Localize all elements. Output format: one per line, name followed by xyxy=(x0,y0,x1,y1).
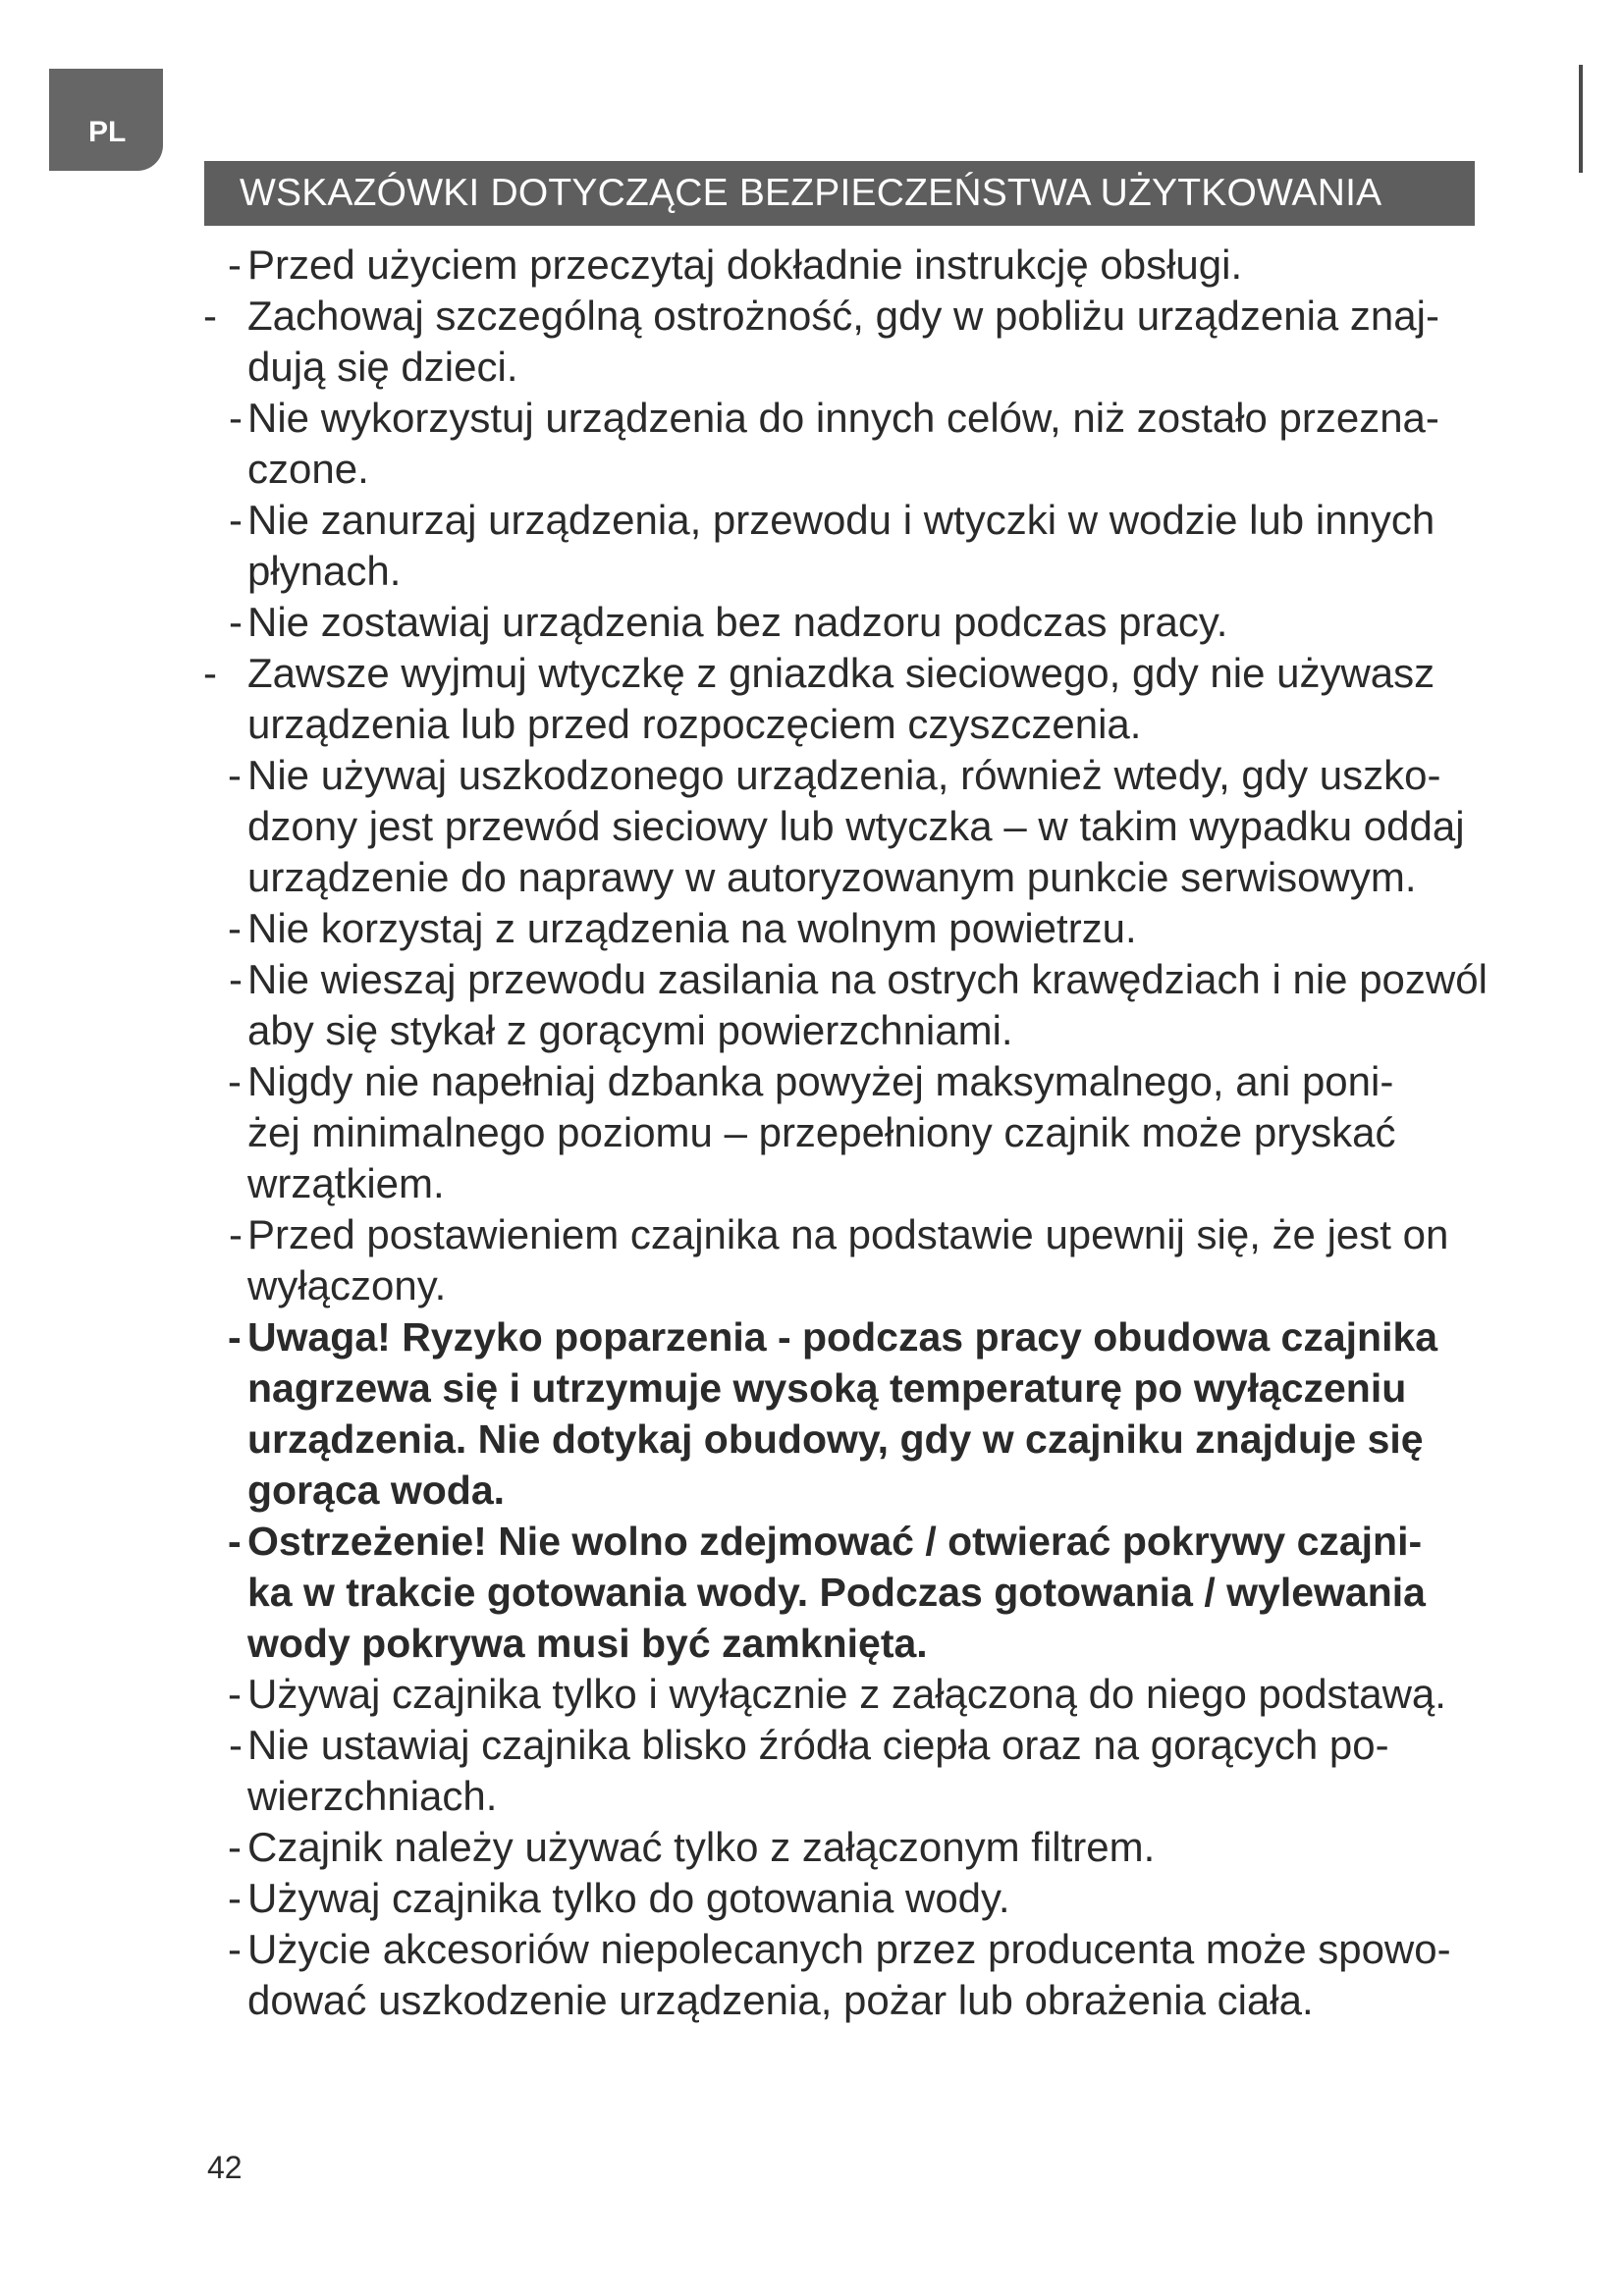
bullet-dash: - xyxy=(228,1314,242,1360)
item-line: żej minimalnego poziomu – przepełniony czajnik może pryskać xyxy=(247,1109,1396,1155)
bullet-dash: - xyxy=(228,752,242,798)
item-line: Przed postawieniem czajnika na podstawie upewnij się, że jest on xyxy=(247,1211,1449,1257)
item-line: wyłączony. xyxy=(247,1262,447,1308)
list-item xyxy=(196,1669,1532,1720)
item-line: Użycie akcesoriów niepolecanych przez producenta może spowo- xyxy=(247,1926,1451,1972)
list-item xyxy=(196,1924,1532,2026)
item-line: Ostrzeżenie! Nie wolno zdejmować / otwierać pokrywy czajni- xyxy=(247,1519,1423,1564)
corner-mark xyxy=(1579,65,1583,173)
page-number: 42 xyxy=(207,2150,243,2185)
bullet-dash: - xyxy=(228,241,242,288)
item-line: Zachowaj szczególną ostrożność, gdy w pobliżu urządzenia znaj- xyxy=(247,293,1439,339)
bullet-dash: - xyxy=(203,650,217,696)
bullet-dash: - xyxy=(228,1058,242,1104)
item-line: urządzenia. Nie dotykaj obudowy, gdy w czajniku znajduje się xyxy=(247,1416,1424,1462)
bullet-dash: - xyxy=(229,395,243,441)
list-item xyxy=(196,1822,1532,1873)
item-line: Nie wykorzystuj urządzenia do innych celów, niż zostało przezna- xyxy=(247,395,1439,441)
item-line: Czajnik należy używać tylko z załączonym filtrem. xyxy=(247,1824,1156,1870)
bullet-dash: - xyxy=(228,1671,242,1717)
item-line: dują się dzieci. xyxy=(247,344,518,390)
bullet-dash: - xyxy=(203,293,217,339)
item-line: wierzchniach. xyxy=(247,1773,498,1819)
warning-item xyxy=(196,1311,1532,1516)
list-item xyxy=(196,648,1532,750)
list-item xyxy=(196,1873,1532,1924)
list-item xyxy=(196,903,1532,954)
bullet-dash: - xyxy=(228,905,242,951)
bullet-dash: - xyxy=(228,1926,242,1972)
list-item xyxy=(196,750,1532,903)
item-line: urządzenie do naprawy w autoryzowanym punkcie serwisowym. xyxy=(247,854,1417,900)
item-line: Używaj czajnika tylko do gotowania wody. xyxy=(247,1875,1010,1921)
item-line: wrzątkiem. xyxy=(247,1160,445,1206)
item-line: Uwaga! Ryzyko poparzenia - podczas pracy obudowa czajnika xyxy=(247,1314,1438,1360)
item-line: Zawsze wyjmuj wtyczkę z gniazdka sieciowego, gdy nie używasz xyxy=(247,650,1435,696)
language-tab: PL xyxy=(49,69,163,171)
item-line: Nie wieszaj przewodu zasilania na ostrych krawędziach i nie pozwól xyxy=(247,956,1488,1002)
item-line: Nie ustawiaj czajnika blisko źródła ciepła oraz na gorących po- xyxy=(247,1722,1389,1768)
item-line: aby się stykał z gorącymi powierzchniami. xyxy=(247,1007,1013,1053)
section-header: WSKAZÓWKI DOTYCZĄCE BEZPIECZEŃSTWA UŻYTKOWANIA xyxy=(204,161,1475,226)
item-line: Nie używaj uszkodzonego urządzenia, również wtedy, gdy uszko- xyxy=(247,752,1441,798)
item-line: Nie zanurzaj urządzenia, przewodu i wtyczki w wodzie lub innych xyxy=(247,497,1435,543)
bullet-dash: - xyxy=(228,1519,242,1564)
list-item xyxy=(196,291,1532,393)
item-line: Nigdy nie napełniaj dzbanka powyżej maksymalnego, ani poni- xyxy=(247,1058,1394,1104)
list-item xyxy=(196,393,1532,495)
bullet-dash: - xyxy=(229,1722,243,1768)
item-line: dować uszkodzenie urządzenia, pożar lub obrażenia ciała. xyxy=(247,1977,1314,2023)
list-item xyxy=(196,1720,1532,1822)
list-item xyxy=(196,240,1532,291)
safety-instructions-list xyxy=(196,240,1532,2026)
item-line: nagrzewa się i utrzymuje wysoką temperaturę po wyłączeniu xyxy=(247,1365,1407,1411)
item-line: czone. xyxy=(247,446,369,492)
item-line: Przed użyciem przeczytaj dokładnie instrukcję obsługi. xyxy=(247,241,1243,288)
item-line: płynach. xyxy=(247,548,402,594)
item-line: urządzenia lub przed rozpoczęciem czyszczenia. xyxy=(247,701,1142,747)
bullet-dash: - xyxy=(229,599,243,645)
warning-item xyxy=(196,1516,1532,1669)
list-item xyxy=(196,1056,1532,1209)
item-line: ka w trakcie gotowania wody. Podczas gotowania / wylewania xyxy=(247,1570,1426,1615)
item-line: dzony jest przewód sieciowy lub wtyczka – w takim wypadku oddaj xyxy=(247,803,1465,849)
bullet-dash: - xyxy=(228,1875,242,1921)
bullet-dash: - xyxy=(229,497,243,543)
bullet-dash: - xyxy=(228,1824,242,1870)
list-item xyxy=(196,954,1532,1056)
item-line: Używaj czajnika tylko i wyłącznie z załączoną do niego podstawą. xyxy=(247,1671,1446,1717)
list-item xyxy=(196,597,1532,648)
item-line: gorąca woda. xyxy=(247,1468,506,1513)
list-item xyxy=(196,495,1532,597)
bullet-dash: - xyxy=(229,1211,243,1257)
item-line: Nie zostawiaj urządzenia bez nadzoru podczas pracy. xyxy=(247,599,1228,645)
list-item xyxy=(196,1209,1532,1311)
bullet-dash: - xyxy=(229,956,243,1002)
item-line: Nie korzystaj z urządzenia na wolnym powietrzu. xyxy=(247,905,1137,951)
item-line: wody pokrywa musi być zamknięta. xyxy=(247,1621,928,1666)
